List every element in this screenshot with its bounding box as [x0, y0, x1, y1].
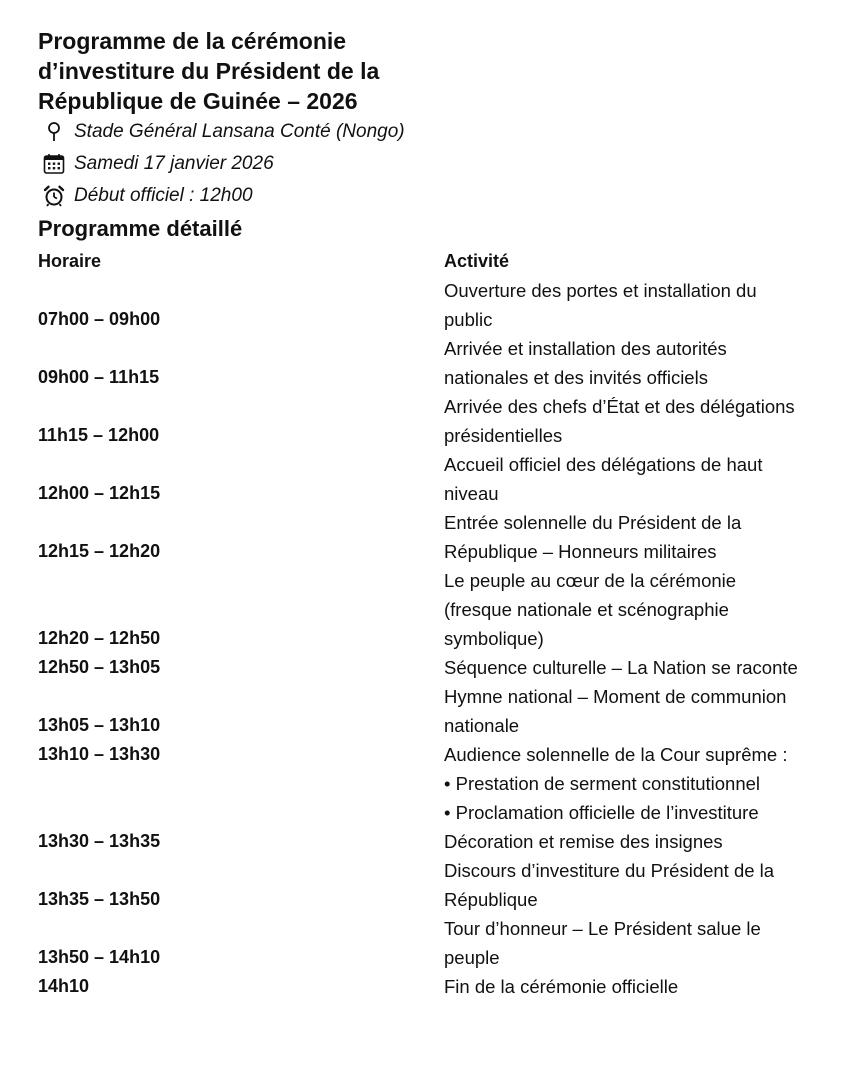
table-row — [38, 450, 838, 508]
activity-line: Décoration et remise des insignes — [444, 831, 723, 852]
alarm-clock-icon — [42, 184, 66, 208]
activity-line: • Proclamation officielle de l’investiture — [444, 802, 759, 823]
activity-line: Arrivée des chefs d’État et des délégations — [444, 396, 795, 417]
row-time: 13h35 – 13h50 — [38, 889, 161, 909]
activity-line: peuple — [444, 947, 500, 968]
activity-line: présidentielles — [444, 425, 563, 446]
activity-line: République — [444, 889, 538, 910]
row-activity — [444, 450, 838, 508]
table-row — [38, 914, 838, 972]
row-time: 13h30 – 13h35 — [38, 831, 161, 851]
activity-line: Entrée solennelle du Président de la — [444, 512, 742, 533]
activity-line: Fin de la cérémonie officielle — [444, 976, 679, 997]
table-row — [38, 392, 838, 450]
row-time: 13h10 – 13h30 — [38, 744, 161, 764]
date-text: Samedi 17 janvier 2026 — [74, 153, 274, 174]
location-row — [38, 116, 838, 148]
table-row — [38, 798, 838, 827]
activity-line: Séquence culturelle – La Nation se raconte — [444, 657, 798, 678]
activity-line: symbolique) — [444, 628, 544, 649]
activity-line: public — [444, 309, 493, 330]
activity-line: Discours d’investiture du Président de la — [444, 860, 775, 881]
title-line-2: d’investiture du Président de la — [38, 58, 380, 84]
table-row — [38, 276, 838, 334]
row-activity — [444, 392, 838, 450]
row-activity — [444, 653, 838, 682]
row-activity — [444, 972, 838, 1001]
row-activity — [444, 856, 838, 914]
row-time: 14h10 — [38, 976, 90, 996]
row-activity — [444, 827, 838, 856]
row-time: 13h50 – 14h10 — [38, 947, 161, 967]
activity-line: Tour d’honneur – Le Président salue le — [444, 918, 761, 939]
activity-line: niveau — [444, 483, 499, 504]
activity-line: Le peuple au cœur de la cérémonie — [444, 570, 737, 591]
row-activity — [444, 508, 838, 566]
activity-line: • Prestation de serment constitutionnel — [444, 773, 761, 794]
row-activity — [444, 682, 838, 740]
schedule-table — [38, 276, 838, 1001]
row-time: 09h00 – 11h15 — [38, 367, 160, 387]
table-row — [38, 972, 838, 1001]
section-title: Programme détaillé — [38, 216, 243, 241]
activity-line: (fresque nationale et scénographie — [444, 599, 729, 620]
activity-line: Ouverture des portes et installation du — [444, 280, 757, 301]
table-row — [38, 334, 838, 392]
start-time-text: Début officiel : 12h00 — [74, 185, 253, 206]
row-time: 11h15 – 12h00 — [38, 425, 160, 445]
activity-line: nationales et des invités officiels — [444, 367, 708, 388]
row-time: 12h50 – 13h05 — [38, 657, 161, 677]
document-page — [38, 26, 838, 1001]
map-pin-icon — [42, 120, 66, 144]
row-time: 13h05 – 13h10 — [38, 715, 161, 735]
start-time-row — [38, 180, 838, 212]
table-row — [38, 769, 838, 798]
table-row — [38, 682, 838, 740]
table-row — [38, 856, 838, 914]
table-row — [38, 566, 838, 653]
row-activity — [444, 566, 838, 653]
activity-line: Audience solennelle de la Cour suprême : — [444, 744, 788, 765]
row-activity — [444, 914, 838, 972]
row-activity — [444, 740, 838, 769]
activity-line: République – Honneurs militaires — [444, 541, 717, 562]
document-title — [38, 26, 838, 116]
row-time: 07h00 – 09h00 — [38, 309, 161, 329]
activity-line: nationale — [444, 715, 520, 736]
table-row — [38, 653, 838, 682]
activity-line: Arrivée et installation des autorités — [444, 338, 727, 359]
table-row — [38, 740, 838, 769]
row-time: 12h20 – 12h50 — [38, 628, 161, 648]
row-time: 12h15 – 12h20 — [38, 541, 161, 561]
table-header — [38, 247, 838, 276]
activity-line: Accueil officiel des délégations de haut — [444, 454, 763, 475]
row-activity — [444, 798, 838, 827]
header-activity: Activité — [444, 251, 510, 271]
title-line-3: République de Guinée – 2026 — [38, 88, 358, 114]
header-time: Horaire — [38, 251, 102, 271]
calendar-icon — [42, 152, 66, 176]
row-activity — [444, 276, 838, 334]
row-activity — [444, 769, 838, 798]
row-activity — [444, 334, 838, 392]
date-row — [38, 148, 838, 180]
table-row — [38, 827, 838, 856]
location-text: Stade Général Lansana Conté (Nongo) — [74, 121, 405, 142]
table-row — [38, 508, 838, 566]
row-time: 12h00 – 12h15 — [38, 483, 161, 503]
title-line-1: Programme de la cérémonie — [38, 28, 347, 54]
activity-line: Hymne national – Moment de communion — [444, 686, 787, 707]
